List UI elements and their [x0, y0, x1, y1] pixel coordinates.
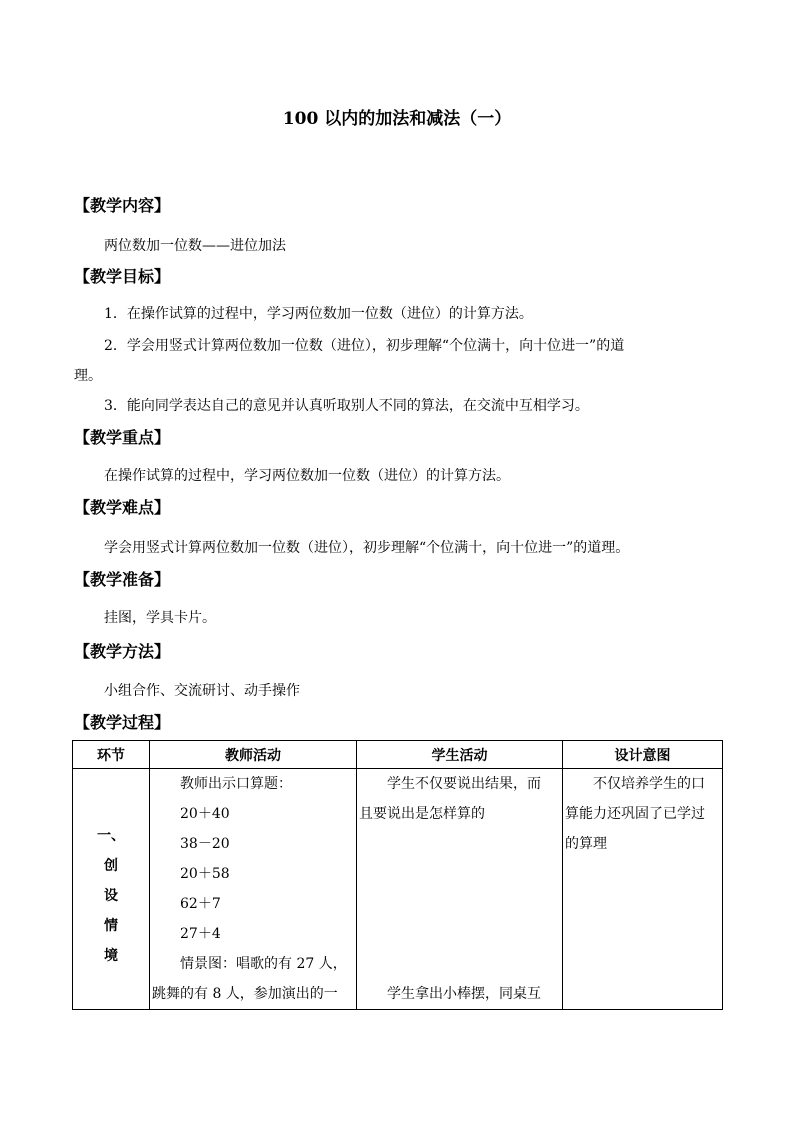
content-text: 两位数加一位数——进位加法: [104, 238, 286, 254]
heading-method: 【教学方法】: [74, 642, 171, 661]
stage-cell: [73, 769, 150, 1010]
student-line: 学生不仅要说出结果，而: [387, 776, 541, 792]
teacher-line: 27＋4: [180, 926, 221, 942]
goal-item-2: 2．学会用竖式计算两位数加一位数（进位），初步理解“个位满十，向十位进一”的道: [104, 338, 625, 354]
header-intent: 设计意图: [563, 741, 723, 769]
teacher-line: 跳舞的有 8 人，参加演出的一: [152, 986, 338, 1002]
goal-item-3: 3．能向同学表达自己的意见并认真听取别人不同的算法，在交流中互相学习。: [104, 398, 589, 414]
teacher-line: 20＋40: [180, 806, 230, 822]
heading-prep: 【教学准备】: [74, 570, 171, 589]
stage-label: 境: [104, 948, 118, 964]
student-line: 学生拿出小棒摆，同桌互: [387, 986, 541, 1002]
heading-key: 【教学重点】: [74, 428, 171, 447]
student-line: [359, 949, 560, 979]
intent-line: 算能力还巩固了已学过: [565, 806, 705, 822]
teacher-cell: [150, 769, 357, 1010]
heading-goals: 【教学目标】: [74, 267, 171, 286]
heading-difficulty: 【教学难点】: [74, 498, 171, 517]
table-header-row: [73, 741, 723, 769]
goal-item-1: 1．在操作试算的过程中，学习两位数加一位数（进位）的计算方法。: [104, 306, 533, 322]
table-row: [73, 769, 723, 1010]
page-title: 100 以内的加法和减法（一）: [282, 109, 512, 129]
teacher-line: 教师出示口算题：: [180, 776, 292, 792]
intent-line: 不仅培养学生的口: [593, 776, 705, 792]
stage-label: 情: [104, 918, 118, 934]
method-text: 小组合作、交流研讨、动手操作: [104, 683, 300, 699]
prep-text: 挂图，学具卡片。: [104, 610, 216, 626]
teacher-line: 62＋7: [180, 896, 221, 912]
key-text: 在操作试算的过程中，学习两位数加一位数（进位）的计算方法。: [104, 468, 510, 484]
student-line: [359, 889, 560, 919]
teacher-line: 20＋58: [180, 866, 230, 882]
intent-cell: [563, 769, 723, 1010]
difficulty-text: 学会用竖式计算两位数加一位数（进位），初步理解“个位满十，向十位进一”的道理。: [104, 540, 630, 556]
stage-label: 一、: [97, 828, 125, 844]
process-table: [72, 740, 723, 1010]
teacher-line: 情景图：唱歌的有 27 人，: [180, 956, 347, 972]
student-line: [359, 919, 560, 949]
student-line: [359, 859, 560, 889]
header-student: 学生活动: [357, 741, 563, 769]
teacher-line: 38－20: [180, 836, 230, 852]
intent-line: 的算理: [565, 836, 607, 852]
heading-content: 【教学内容】: [74, 196, 171, 215]
student-line: [359, 829, 560, 859]
student-cell: [357, 769, 563, 1010]
stage-label: 设: [104, 888, 118, 904]
header-stage: 环节: [73, 741, 150, 769]
student-line: 且要说出是怎样算的: [359, 806, 485, 822]
heading-process: 【教学过程】: [74, 713, 171, 732]
header-teacher: 教师活动: [150, 741, 357, 769]
stage-label: 创: [104, 858, 118, 874]
goal-item-2-cont: 理。: [74, 368, 102, 384]
